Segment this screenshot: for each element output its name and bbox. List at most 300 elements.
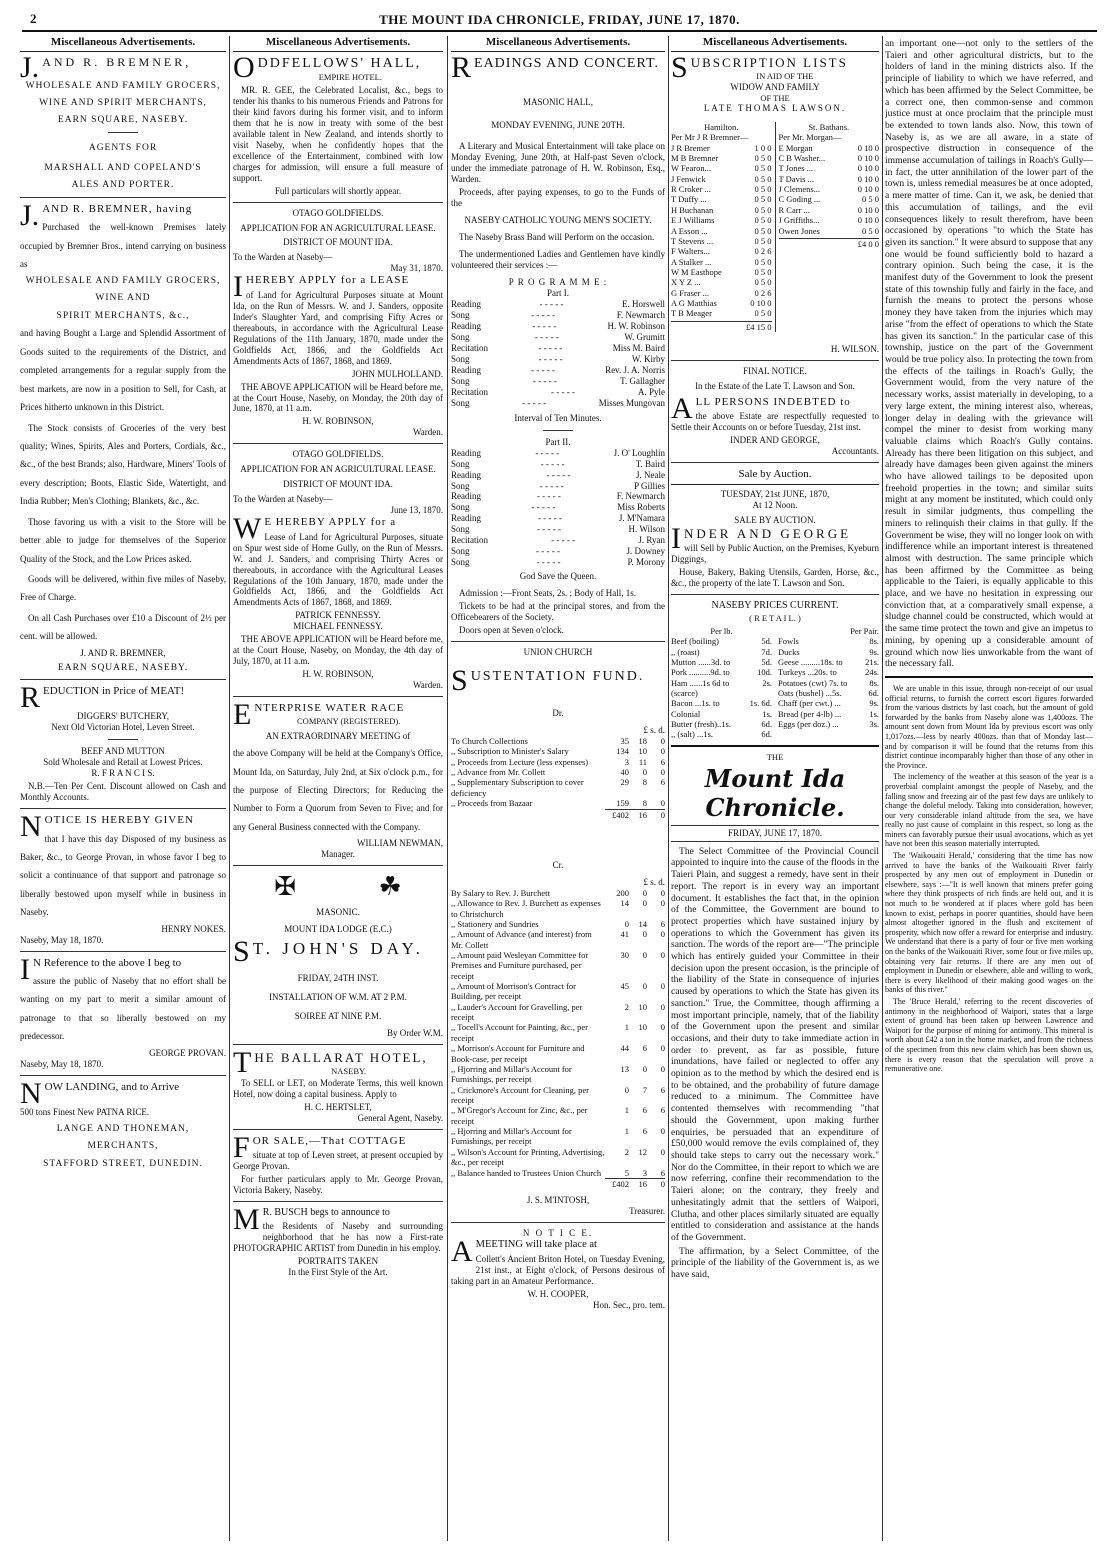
ad-body: Collett's Ancient Briton Hotel, on Tuesday Evening, 21st inst., at Eight o'clock, of Persons desirous of taking part in an Amateur Performance. [451,1253,665,1286]
masonic-ad [233,871,443,1039]
subscriber-name: R Croker ... [671,184,711,195]
programme-item-performer: J. Downey [626,546,665,557]
account-pence: 0 [660,1001,665,1012]
programme-row [451,365,665,376]
drop-cap: W [233,512,262,546]
ad-line: At 12 Noon. [752,499,798,510]
subscriber-name: J R Bremer [671,142,710,153]
divider [233,1044,443,1045]
account-row [451,981,665,1002]
subscriber-value: 0 10 0 [857,204,879,215]
subscriber-value: 1 0 0 [754,142,772,153]
account-shillings: 6 [642,1126,647,1137]
account-item: ,, Lauder's Account for Gravelling, per receipt [451,1001,583,1023]
drop-cap: M [233,1203,260,1237]
ad-lead: AND R. BREMNER, having [42,202,193,215]
credit-table [451,888,665,1189]
price-name: Colonial [671,708,701,719]
ad-lead: OW LANDING, and to Arrive [44,1080,180,1093]
account-item: By Salary to Rev. J. Burchett [451,887,550,898]
divider [20,1075,226,1076]
account-item: ,, Wilson's Account for Printing, Advertising, &c., per receipt [451,1146,605,1168]
ad-date: Naseby, May 18, 1870. [20,934,104,945]
price-name: Ham ......1s 6d to [671,677,730,688]
subscriber-row [779,153,880,163]
programme-item-leader: - - - - - [531,502,556,513]
account-row [451,746,665,756]
account-pounds: 40 [620,767,629,778]
account-total-pence: 0 [647,809,665,820]
ad-signature: H. W. ROBINSON, [302,416,374,427]
account-pounds: 134 [616,746,629,757]
price-name: Ducks [778,646,800,657]
programme-item-leader: - - - - - [532,375,557,386]
column-4 [671,36,879,1536]
programme-item-type: Reading [451,513,481,524]
drop-cap: O [233,51,255,85]
account-row [451,1002,665,1023]
price-row [671,729,772,739]
account-shillings: 6 [642,1105,647,1116]
programme-item-performer: P Gillies [634,480,665,491]
ad-lead: HEREBY APPLY for a LEASE [246,274,410,287]
programme-item-type: Reading [451,447,481,458]
programme-item-type: Song [451,353,470,364]
price-value: 9s. [869,646,879,657]
ad-body: Purchased the well-known Premises lately occupied by Bremner Bros., intend carrying on business as [20,222,226,270]
subscriber-row [779,205,880,215]
programme-item-leader: - - - - - [538,342,563,353]
subscriber-value: 0 5 0 [754,266,772,277]
programme-item-performer: P. Morony [627,557,665,568]
programme-item-leader: - - - - - [522,397,547,408]
subscriber-row [671,143,772,153]
programme-row [451,546,665,557]
divider [671,462,879,463]
news-item: The 'Bruce Herald,' referring to the recent discoveries of antimony in the neighborhood of Waipori, states that a large extent of ground has been taken up between Lawrence and Waipori for the purpose of mining for antimony. This mineral is worth about £42 a ton in the home market, and from the richness of the specimen from this new claim which has been shown us, there is every reason that the speculation will prove a remunerative one. [885,996,1093,1074]
ad-lead: EADINGS AND CONCERT. [474,56,659,72]
drop-cap: A [671,392,693,426]
ad-line: MOUNT IDA LODGE (E.C.) [284,923,392,934]
concert-ad [451,51,665,636]
drop-cap: T [233,1045,252,1079]
ad-line: APPLICATION FOR AN AGRICULTURAL LEASE. [240,222,436,233]
account-total-label [451,1178,605,1189]
price-value: 1s. 6d. [749,698,772,709]
list-heading: Per lb. [710,625,733,636]
subscriber-row [671,246,772,256]
programme-item-type: Song [451,458,470,469]
divider [20,197,226,198]
account-pence: 0 [660,1022,665,1033]
page-number: 2 [30,11,37,26]
divider [451,641,665,642]
subscriber-value: 0 10 0 [750,298,772,309]
ad-signature: By Order W.M. [387,1027,443,1038]
programme-item-performer: A. Pyle [638,386,665,397]
divider [233,443,443,444]
programme-item-leader: - - - - - [532,320,557,331]
account-pounds: 5 [624,1167,629,1178]
ad-line: WINE AND SPIRIT MERCHANTS, [39,97,207,108]
price-value: 24s. [865,667,879,678]
programme-item-leader: - - - - - [536,546,560,557]
programme-item-type: Song [451,524,470,535]
editorial-text: an important one—not only to the settlers of the Taieri and other agricultural districts, but to the holders of land in the mining districts also. If the principle of liability to which we have referred, and which has been affirmed by the Select Committee, be a correct one, then common-sense and common justice must at once proclaim that the principle must be extended to town lands also. Now, this town of Naseby is, as we are all aware, in a state of prospective distruction in consequence of the immense accumulation of tailings in Roach's Gully—in fact, the utter annihilation of the lower part of the town is, unless remedial measures be at once adopted, a mere matter of time. Can it, we ask, be denied that this accumulation of tailings, and the evil consequences likely to result therefrom, have been occasioned by operations "to which the State has given its sanction." It were absurd to suppose that any one would be found sufficiently bold to hazard a contrary opinion. Such being the case, it is the manifest duty of the Government to look the present state of this township fully and fairly in the face, and furnish the means to protect the persons whose money they have taken from the injuries which may arise "from the effect of operations to which the State has given its sanction." In the particular case of this township, justice on the part of the Government would be true policy also. In protecting the town from the effects of the tailings in Roach's Gully, the Government would, from the very nature of the necessary works, assist materially in developing, to a very large extent, the mining interest also, whereas, longer delay in dealing with the grievance will compel the miner to desist from working many valuable claims which Roach's Gully contains. Already has there been litigation on this subject, and already have damages been given against the miners who have allowed tailings to be deposited upon freehold properties in the town; and similar suits might at any moment be instituted, which could only result in similar judgments, thus compelling the miners to relinquish their claims in that gully. If the Government be wise, they will no longer look on with indifference while an important interest is threatened almost with destruction. The same principle which has been affirmed by the Committee as being applicable to the Taieri, is equally applicable to this place, and we have no hesitation in expressing our conviction that, at a comparatively small expense, a sludge channel could be constructed, which would at the same time protect the town and give an impetus to mining, by opening up a considerable amount of ground which now lies unworkable from the want of the necessary fall. [885,38,1093,670]
ad-title: UNION CHURCH [523,647,593,658]
column-rule [229,36,230,1541]
currency-header: £ s. d. [643,725,665,736]
price-list-per-lb [671,626,775,740]
account-pence: 6 [660,1167,665,1178]
subscriber-value: 0 5 0 [754,184,772,195]
account-item: ,, Hjorring and Millar's Account for Furnishings, per receipt [451,1126,572,1147]
account-pence: 6 [660,1105,665,1116]
subscriber-name: J Clemens... [778,184,821,195]
account-shillings: 0 [642,949,647,960]
account-total-pounds: £402 [605,1178,629,1189]
ad-title: OTAGO GOLDFIELDS. [292,449,384,460]
ad-line: IN AID OF THE [756,71,814,82]
debit-table [451,736,665,820]
ad-body: The undermentioned Ladies and Gentlemen have kindly volunteered their services :— [451,249,665,271]
subscriber-value: 0 5 0 [754,163,772,174]
price-value: 21s. [865,656,879,667]
account-shillings: 12 [638,1146,647,1157]
account-total-pence: 0 [647,1178,665,1189]
programme-item-type: Reading [451,320,481,331]
divider [233,1201,443,1202]
ad-line: NASEBY CATHOLIC YOUNG MEN'S SOCIETY. [464,215,652,226]
column-rule [447,36,448,1541]
account-row [451,1085,665,1106]
programme-item-type: Song [451,331,470,342]
account-pounds: 0 [624,918,629,929]
subscriber-value: 0 10 0 [857,184,879,195]
subscriber-value: 0 10 0 [857,163,879,174]
price-name: Potatoes (cwt) 7s. to [778,677,848,688]
ad-body: For further particulars apply to Mr. George Provan, Victoria Bakery, Naseby. [233,1174,443,1196]
drop-cap: S [233,934,250,968]
account-pounds: 41 [620,929,629,940]
ad-line: ALES AND PORTER. [71,180,175,191]
price-row [671,678,772,688]
price-row [778,698,879,708]
subscriber-value: 0 10 0 [857,173,879,184]
programme-item-type: Song [451,480,470,491]
account-row [451,736,665,746]
ad-body: will Sell by Public Auction, on the Premises, Kyeburn Diggings, [671,543,879,565]
subscriber-name: T Duffy ... [671,194,707,205]
subscriber-value: 0 5 0 [754,194,772,205]
account-pounds: 45 [620,981,629,992]
account-total-row [451,1178,665,1189]
price-value: 3s. [869,719,879,730]
programme-item-performer: J. Ryan [638,535,665,546]
ad-signature: JOHN MULHOLLAND. [352,368,443,379]
section-heading: Sale by Auction. [671,468,879,484]
account-item: ,, Crickmore's Account for Cleaning, per receipt [451,1084,589,1105]
price-row [671,647,772,657]
ad-line: WHOLESALE AND FAMILY GROCERS, [25,275,221,286]
price-name: ,, (roast) [671,646,700,657]
divider [451,1222,665,1223]
ad-date: June 13, 1870. [390,505,443,516]
subscriber-name: W Fearon... [671,163,711,174]
divider [20,808,226,809]
account-item: ,, Tocell's Account for Painting, &c., per receipt [451,1022,588,1043]
ad-signature: H. W. ROBINSON, [302,669,374,680]
ad-line: WINE AND [95,293,151,304]
ad-title: SALE BY AUCTION. [734,514,816,525]
ad-signature: Manager. [321,849,355,860]
price-name: Bread (per 4-lb) ... [778,708,842,719]
programme-item-leader: - - - - - [531,364,556,375]
drop-cap: R [451,51,472,85]
programme-item-performer: J. Neale [636,469,665,480]
subscriber-name: A Esson ... [671,225,708,236]
account-pence: 0 [660,1063,665,1074]
ad-line: R. F R A N C I S. [91,768,155,779]
account-item: ,, M'Gregor's Account for Zinc, &c., per receipt [451,1105,588,1126]
subscriber-name: C B Washer... [778,153,826,163]
subscriber-row [671,277,772,287]
account-pence: 0 [660,981,665,992]
account-shillings: 10 [638,1001,647,1012]
drop-cap: S [451,664,468,698]
subscriber-row [671,267,772,277]
account-item: ,, Amount paid Wesleyan Committee for Premises and Furniture purchased, per receipt [451,949,589,981]
paper-title: Mount Ida Chronicle. [704,764,846,823]
ad-lead: E HEREBY APPLY for a [264,516,397,529]
account-pence: 6 [660,918,665,929]
ad-body: Tickets to be had at the principal stores, and from the Officebearers of the Society. [451,601,665,623]
column-heading: Miscellaneous Advertisements. [671,36,879,52]
programme-row [451,491,665,502]
price-row [671,636,772,646]
programme-item-performer: W. Grumitt [624,331,665,342]
subscriber-row [779,174,880,184]
programme-item-leader: - - - - - [539,480,564,491]
paper-date: FRIDAY, JUNE 17, 1870. [671,825,879,842]
account-pounds: 200 [616,887,629,898]
account-shillings: 0 [642,981,647,992]
subscriber-row [779,194,880,204]
editorial-text: The Select Committee of the Provincial Council appointed to inquire into the cause of the floods in the Taieri Plain, and suggest a remedy, have sent in their report. The report is in every way an important document. It establishes the fact that, in the opinion of the Committee, the Government are bound to protect properties which have sustained injury by operations to which the Government has given its sanction. The words of the report are—"The principle which has entirely guided your Committee in their decision upon the present occasion, is the principle of the liability of the State in consequence of injuries caused by operations to which the State has given its sanction." True, the Committee, though affirming a most important principle, namely, that of the liability of the Government upon the present and similar occasions, and their duty to take immediate action in order to prevent, as far as possible, future inundations, have failed or neglected to offer any opinion as to the method by which the desired end is to be obtained, and the probability of future damage reduced to a minimum. The Committee have contented themselves with recommending "that should the Government, upon making further enquiries, be persuaded that an expenditure of £50,000 would remove the evils complained of, they should take steps to carry out the necessary work." Nor do the Committee, in their report to which we are now referring, confine their recommendation to the Taieri alone; on the contrary, they freely and unhesitatingly admit that the settlers of Waipori, Clutha, and other places similarly situated are equally entitled to consideration and assistance at the hands of the Government. [671,845,879,1243]
ad-line: LANGE AND THONEMAN, [56,1123,190,1134]
list-agent: Per Mr. Morgan— [778,132,842,143]
programme-row [451,376,665,387]
programme-item-type: Recitation [451,386,488,397]
list-heading: St. Bathans. [808,121,850,132]
account-shillings: 6 [642,1043,647,1054]
list-total: £4 0 0 [779,238,880,249]
programme-item-type: Reading [451,298,481,309]
price-name: Beef (boiling) [671,636,719,647]
programme-item-performer: H. Wilson [628,524,665,535]
ad-body: the above Company will be held at the Company's Office, Mount Ida, on Saturday, July 2nd, at Six o'clock p.m., for the purpose of Electing Directors; for Reducing the Number to Form a Quorum from Seven to Five; and for any General Business connected with the Company. [233,748,443,832]
ad-date: May 31, 1870. [390,263,443,274]
account-item: ,, Supplementary Subscription to cover deficiency [451,777,584,798]
ad-line: To the Warden at Naseby— [233,252,333,263]
subscriber-value: 0 5 0 [754,215,772,226]
lease-application-2 [233,449,443,691]
account-item: ,, Amount of Morrison's Contract for Building, per receipt [451,981,577,1002]
column-heading: Miscellaneous Advertisements. [451,36,665,52]
ad-signature: INDER AND GEORGE, [730,435,820,446]
ad-body: Those favoring us with a visit to the Store will be better able to judge for themselves of the Superior Quality of the Stock, and the Low Prices asked. [20,516,226,564]
account-pence: 0 [660,798,665,809]
divider [543,430,573,431]
price-value: 6d. [761,719,772,730]
ad-lead: OTICE IS HEREBY GIVEN [44,814,194,827]
ad-signature: Warden. [412,427,443,438]
account-pence: 0 [660,929,665,940]
price-row [778,709,879,719]
price-name: Chaff (per cwt.) ... [778,698,841,709]
ad-line: In the First Style of the Art. [288,1267,388,1278]
account-shillings: 10 [638,746,647,757]
programme-item-type: Song [451,309,470,320]
ad-body: assure the public of Naseby that no effort shall be wanting on my part to merit a similar amount of patronage to that so liberally bestowed on my predecessor. [20,976,226,1042]
account-pence: 0 [660,887,665,898]
subscriber-row [671,236,772,246]
meeting-notice [451,1228,665,1311]
subscriber-name: A G Matthias [671,298,717,309]
drop-cap: J. [20,198,40,232]
subscriber-name: R Carr ... [778,204,810,215]
ad-signature: W. H. COOPER, [527,1288,589,1299]
ad-line: MERCHANTS, [87,1141,159,1152]
account-item: ,, Proceeds from Lecture (less expenses) [451,756,589,767]
programme-item-leader: - - - - - [535,447,560,458]
ad-line: WIDOW AND FAMILY [730,81,820,92]
programme-row [451,354,665,365]
ad-date: Naseby, May 18, 1870. [20,1058,104,1069]
programme-item-leader: - - - - - [551,386,575,397]
account-pence: 0 [660,898,665,909]
account-row [451,777,665,798]
programme-interval: Interval of Ten Minutes. [514,412,602,423]
subscription-lists [671,51,879,355]
divider [885,676,1093,678]
ad-body: On all Cash Purchases over £10 a Discount of 2½ per cent. will be allowed. [20,612,226,642]
price-value: 8s. [869,677,879,688]
subscriber-row [671,163,772,173]
prices-current [671,600,879,740]
divider [233,1129,443,1130]
ad-title: MASONIC. [316,907,360,917]
divider [20,951,226,952]
subscriber-name: Owen Jones [778,225,820,236]
ad-line: PORTRAITS TAKEN [297,1256,379,1267]
account-side: Dr. [552,708,564,719]
programme-item-type: Song [451,502,470,513]
programme-row [451,524,665,535]
programme-item-leader: - - - - - [536,557,561,568]
programme-row [451,387,665,398]
subscriber-name: J Griffiths... [778,215,820,226]
ad-title: NASEBY PRICES CURRENT. [711,600,839,612]
programme-item-performer: F. Newmarch [616,309,665,320]
account-pounds: 1 [624,1126,629,1137]
account-pence: 6 [660,777,665,788]
divider [233,202,443,203]
subscriber-value: 0 5 0 [754,256,772,267]
subscriber-row [671,288,772,298]
subscriber-row [779,143,880,153]
account-row [451,1105,665,1126]
account-pounds: 13 [620,1063,629,1074]
account-pence: 0 [660,1126,665,1137]
subscriber-row [671,174,772,184]
account-total-shillings: 16 [629,809,647,820]
account-row [451,950,665,981]
account-shillings: 10 [638,1022,647,1033]
masthead [22,8,1097,32]
price-name: Mutton ......3d. to [671,656,731,667]
lease-application-1 [233,208,443,439]
list-agent: Per Mr J R Bremner— [671,132,749,143]
subscriber-row [671,257,772,267]
ad-lead: NTERPRISE WATER RACE [254,702,405,715]
price-value: 2s. [762,677,772,688]
programme-item-type: Reading [451,469,481,480]
ad-line: AGENTS FOR [88,143,158,154]
ad-title: N O T I C E. [522,1228,594,1239]
ad-body: A Literary and Musical Entertainment will take place on Monday Evening, June 20th, at Half-past Seven o'clock, under the immediate patronage of H. W. Robinson, Esq., Warden. [451,141,665,185]
price-value: 5d. [761,636,772,647]
subscriber-value: 0 10 0 [857,153,879,163]
account-shillings: 0 [642,887,647,898]
price-value: 1s. [762,708,772,719]
account-pounds: 14 [620,898,629,909]
news-item: We are unable in this issue, through non-receipt of our usual official returns, to furnish the correct escort figures forwarded from the various districts by last coach, but the amount of gold forwarded by the banks from Naseby alone was 1,400ozs. The amount sent down from Mount Ida by previous escort was only 1,017ozs.—less by nearly 400ozs. than that of Monday last—and by comparison it will be found that the returns from this district continue incomparably higher than those of any other in the Province. [885,683,1093,770]
subscriber-name: T Jones ... [778,163,814,174]
ad-lead: R. BUSCH begs to announce to [262,1207,390,1219]
subscriber-name: T Stevens ... [671,235,714,246]
ad-line: LATE THOMAS LAWSON. [703,102,847,113]
ad-lead: USTENTATION FUND. [470,669,645,685]
bremner-store-ad [20,198,226,674]
programme-item-type: Reading [451,364,481,375]
account-total-shillings: 16 [629,1178,647,1189]
programme-item-leader: - - - - - [538,353,563,364]
ad-line: Next Old Victorian Hotel, Leven Street. [51,722,195,733]
programme-row [451,470,665,481]
editorial [671,752,879,1281]
ad-lead: HE BALLARAT HOTEL, [254,1049,428,1065]
programme-list [451,448,665,569]
price-name: Geese .........18s. to [778,656,843,667]
programme-item-type: Recitation [451,342,488,353]
programme-row [451,557,665,568]
account-item: ,, Stationery and Sundries [451,918,539,929]
price-row [671,698,772,708]
account-row [451,919,665,929]
drop-cap: I [671,521,681,555]
ad-body: To SELL or LET, on Moderate Terms, this well known Hotel, now doing a capital business. Apply to [233,1078,443,1099]
programme-item-leader: - - - - - [551,535,576,546]
ad-body: Admission :—Front Seats, 2s. ; Body of Hall, 1s. [459,588,637,599]
ballarat-hotel-ad [233,1045,443,1124]
subscriber-value: 0 2 6 [754,246,772,257]
column-1 [20,36,226,1536]
ad-line: MASONIC HALL, [522,97,593,108]
subscriber-row [671,184,772,194]
subscriber-row [779,215,880,225]
ad-line: STAFFORD STREET, DUNEDIN. [43,1158,203,1169]
